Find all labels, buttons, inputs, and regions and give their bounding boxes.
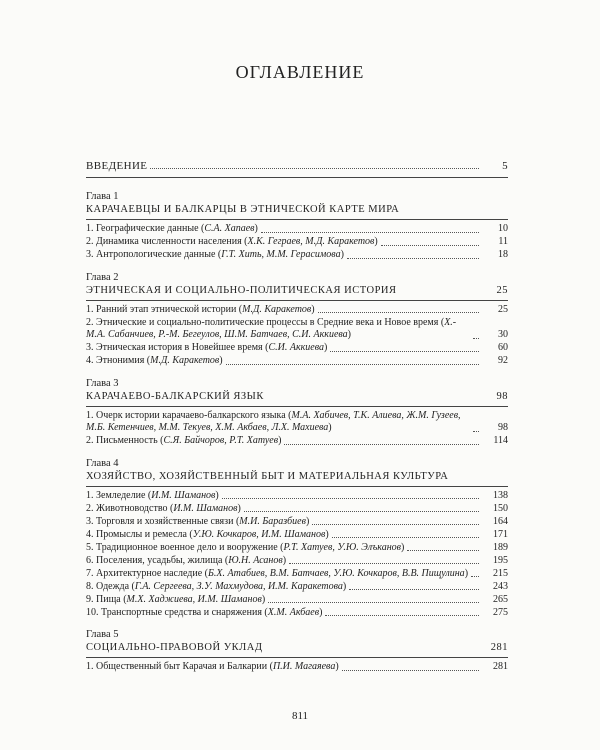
toc-entry[interactable]	[86, 410, 508, 435]
entry-author: Х.М. Акбаев	[267, 606, 320, 618]
entry-title: 2. Этнические и социально-политические процессы в Средние века и Новое время (	[86, 316, 445, 328]
entry-page: 275	[493, 606, 508, 618]
chapter-label: Глава 4	[86, 457, 119, 469]
chapter-section	[86, 190, 508, 262]
chapter-title[interactable]	[86, 390, 508, 407]
entry-close-paren: )	[335, 661, 339, 672]
entry-text	[86, 435, 281, 448]
entry-author: С.Я. Байчоров, Р.Т. Хатуев	[163, 435, 279, 446]
entry-text	[86, 503, 241, 516]
entry-text	[86, 516, 309, 529]
entry-title: 6. Поселения, усадьбы, жилища (	[86, 554, 229, 566]
toc-entry[interactable]	[86, 223, 508, 236]
chapter-section	[86, 377, 508, 448]
entry-text	[86, 555, 286, 568]
entry-page: 92	[498, 355, 508, 366]
leader-dots	[268, 602, 479, 603]
entry-page: 265	[493, 593, 508, 605]
entry-close-paren: )	[347, 329, 351, 340]
leader-dots	[284, 444, 479, 445]
chapter-title[interactable]	[86, 641, 508, 658]
leader-dots	[226, 364, 479, 365]
entry-text	[86, 317, 470, 342]
entry-author: Х.-М.А. Сабанчиев, Р.-М. Бегеулов, Ш.М. Батчаев, С.И. Аккиева	[86, 316, 457, 340]
page-title: ОГЛАВЛЕНИЕ	[235, 62, 365, 82]
entry-page: 60	[498, 342, 508, 353]
entry-author: М.Х. Хаджиева, И.М. Шаманов	[126, 593, 262, 605]
chapter-label: Глава 2	[86, 271, 119, 283]
leader-dots	[407, 550, 479, 551]
chapter-title-text: ХОЗЯЙСТВО, ХОЗЯЙСТВЕННЫЙ БЫТ И МАТЕРИАЛЬНАЯ КУЛЬТУРА	[86, 470, 449, 482]
toc-entry[interactable]	[86, 555, 508, 568]
entry-author: М.Д. Каракетов	[150, 355, 220, 366]
entry-title: 7. Архитектурное наследие (	[86, 567, 208, 579]
entry-title: 2. Письменность (	[86, 435, 164, 446]
entry-title: 9. Пища (	[86, 593, 127, 605]
toc-entry[interactable]	[86, 249, 508, 262]
entry-page: 30	[498, 329, 508, 340]
entry-title: 2. Динамика численности населения (	[86, 236, 248, 247]
entry-text	[86, 542, 404, 555]
entry-title: 4. Промыслы и ремесла (	[86, 528, 193, 540]
entry-page: 281	[493, 661, 508, 672]
entry-close-paren: )	[325, 528, 329, 540]
entry-author: М.И. Баразбиев	[239, 515, 306, 527]
leader-dots	[312, 524, 479, 525]
toc-intro-entry[interactable]	[86, 160, 508, 178]
toc-entry[interactable]	[86, 661, 508, 674]
chapters-list	[86, 190, 508, 674]
toc-entry[interactable]	[86, 317, 508, 342]
entry-page: 171	[493, 528, 508, 540]
entry-page: 10	[498, 223, 508, 234]
intro-page: 5	[502, 160, 508, 172]
entry-author: Ю.Н. Асанов	[228, 554, 283, 566]
leader-dots	[342, 670, 479, 671]
entry-text	[86, 607, 322, 620]
toc-entry[interactable]	[86, 594, 508, 607]
entry-author: И.М. Шаманов	[173, 502, 238, 514]
leader-dots	[473, 431, 479, 432]
entry-close-paren: )	[319, 606, 323, 618]
entry-close-paren: )	[464, 567, 469, 579]
entry-close-paren: )	[278, 435, 282, 446]
leader-dots	[325, 615, 479, 616]
entry-page: 25	[498, 303, 508, 315]
chapter-label: Глава 5	[86, 629, 119, 640]
entry-author: Б.Х. Атабиев, В.М. Батчаев, У.Ю. Кочкаров, В.В. Пищулина	[208, 567, 465, 579]
entry-close-paren: )	[324, 342, 328, 353]
entry-close-paren: )	[254, 223, 258, 234]
entry-close-paren: )	[282, 554, 287, 566]
toc-entry[interactable]	[86, 304, 508, 317]
leader-dots	[347, 258, 479, 259]
leader-dots	[244, 511, 479, 512]
chapter-title[interactable]	[86, 203, 508, 220]
entry-text	[86, 594, 265, 607]
toc-entry[interactable]	[86, 503, 508, 516]
entry-close-paren: )	[328, 422, 332, 433]
entry-close-paren: )	[374, 236, 378, 247]
entry-page: 150	[493, 502, 508, 514]
chapter-section	[86, 457, 508, 620]
chapter-page: 281	[490, 642, 508, 653]
page-number: 811	[291, 710, 309, 722]
entry-text	[86, 223, 258, 236]
leader-dots	[289, 563, 479, 564]
entry-text	[86, 355, 223, 368]
leader-dots	[471, 576, 479, 577]
entry-text	[86, 568, 468, 581]
table-of-contents	[86, 160, 508, 674]
leader-dots	[222, 498, 479, 499]
intro-label: ВВЕДЕНИЕ	[86, 160, 148, 172]
entry-title: 1. Общественный быт Карачая и Балкарии (	[86, 661, 273, 672]
toc-entry[interactable]	[86, 568, 508, 581]
leader-dots	[330, 351, 479, 352]
entry-author: У.Ю. Кочкаров, И.М. Шаманов	[192, 528, 326, 540]
chapter-label: Глава 1	[86, 191, 119, 202]
entry-page: 243	[493, 580, 508, 592]
toc-entry[interactable]	[86, 490, 508, 503]
entry-page: 11	[498, 236, 508, 247]
entry-text	[86, 342, 327, 355]
entry-text	[86, 529, 329, 542]
leader-dots	[318, 312, 479, 313]
entry-close-paren: )	[340, 249, 344, 260]
entry-title: 8. Одежда (	[86, 580, 135, 592]
entry-title: 2. Животноводство (	[86, 502, 174, 514]
chapter-title[interactable]	[86, 470, 508, 487]
toc-entry[interactable]	[86, 435, 508, 448]
chapter-title-text: КАРАЧАЕВЦЫ И БАЛКАРЦЫ В ЭТНИЧЕСКОЙ КАРТЕ МИРА	[86, 204, 400, 215]
entry-close-paren: )	[401, 541, 405, 553]
entry-page: 138	[493, 489, 508, 501]
entry-text	[86, 490, 219, 503]
leader-dots	[381, 245, 479, 246]
toc-entry[interactable]	[86, 581, 508, 594]
entry-author: Г.А. Сергеева, З.У. Махмудова, И.М. Каракетова	[134, 580, 343, 592]
entry-close-paren: )	[261, 593, 266, 605]
entry-text	[86, 410, 470, 435]
entry-page: 114	[493, 435, 508, 446]
toc-entry[interactable]	[86, 542, 508, 555]
entry-page: 215	[493, 567, 508, 579]
entry-text	[86, 581, 346, 594]
chapter-section	[86, 271, 508, 368]
entry-page: 189	[493, 541, 508, 553]
entry-title: 1. Географические данные (	[86, 223, 205, 234]
leader-dots	[332, 537, 479, 538]
entry-page: 164	[493, 515, 508, 527]
entry-title: 3. Антропологические данные (	[86, 249, 222, 260]
entry-author: С.А. Хапаев	[204, 223, 255, 234]
toc-entry[interactable]	[86, 355, 508, 368]
entry-title: 10. Транспортные средства и снаряжения (	[86, 606, 268, 618]
entry-title: 1. Ранний этап этнической истории (	[86, 303, 243, 315]
toc-entry[interactable]	[86, 529, 508, 542]
leader-dots	[150, 168, 479, 169]
entry-author: П.И. Магаяева	[272, 661, 336, 672]
chapter-title-text: ЭТНИЧЕСКАЯ И СОЦИАЛЬНО-ПОЛИТИЧЕСКАЯ ИСТОРИЯ	[86, 284, 397, 296]
entry-author: Р.Т. Хатуев, У.Ю. Элъканов	[283, 541, 402, 553]
toc-entry[interactable]	[86, 342, 508, 355]
leader-dots	[261, 232, 479, 233]
entry-page: 18	[498, 249, 508, 260]
entry-title: 3. Торговля и хозяйственные связи (	[86, 515, 240, 527]
leader-dots	[349, 589, 479, 590]
entry-author: И.М. Шаманов	[151, 489, 216, 501]
leader-dots	[473, 338, 479, 339]
toc-entry[interactable]	[86, 516, 508, 529]
entry-title: 1. Земледелие (	[86, 489, 152, 501]
entry-close-paren: )	[219, 355, 223, 366]
chapter-label: Глава 3	[86, 377, 119, 389]
chapter-title[interactable]	[86, 284, 508, 301]
entry-title: 1. Очерк истории карачаево-балкарского языка (	[86, 409, 292, 421]
entry-text	[86, 236, 378, 249]
toc-entry[interactable]	[86, 607, 508, 620]
entry-page: 98	[498, 422, 508, 433]
entry-text	[86, 304, 315, 317]
chapter-title-text: СОЦИАЛЬНО-ПРАВОВОЙ УКЛАД	[86, 642, 263, 653]
entry-author: Г.Т. Хить, М.М. Герасимова	[221, 249, 341, 260]
chapter-page: 98	[496, 390, 508, 402]
entry-author: Х.К. Геграев, М.Д. Каракетов	[247, 236, 375, 247]
chapter-title-text: КАРАЧАЕВО-БАЛКАРСКИЙ ЯЗЫК	[86, 390, 264, 402]
chapter-section	[86, 628, 508, 674]
entry-text	[86, 249, 344, 262]
entry-page: 195	[493, 554, 508, 566]
entry-author: М.А. Хабичев, Т.К. Алиева, Ж.М. Гузеев, М.Б. Кетенчиев, М.М. Текуев, Х.М. Акбаев, Л.Х. Махиева	[86, 409, 461, 433]
entry-author: М.Д. Каракетов	[242, 303, 312, 315]
entry-title: 4. Этнонимия (	[86, 355, 151, 366]
entry-close-paren: )	[342, 580, 347, 592]
entry-title: 5. Традиционное военное дело и вооружение (	[86, 541, 284, 553]
entry-text	[86, 661, 339, 674]
entry-close-paren: )	[237, 502, 241, 514]
entry-close-paren: )	[215, 489, 219, 501]
entry-title: 3. Этническая история в Новейшее время (	[86, 342, 269, 353]
toc-entry[interactable]	[86, 236, 508, 249]
chapter-page: 25	[496, 284, 508, 296]
entry-author: С.И. Аккиева	[268, 342, 325, 353]
entry-close-paren: )	[311, 303, 315, 315]
entry-close-paren: )	[305, 515, 310, 527]
